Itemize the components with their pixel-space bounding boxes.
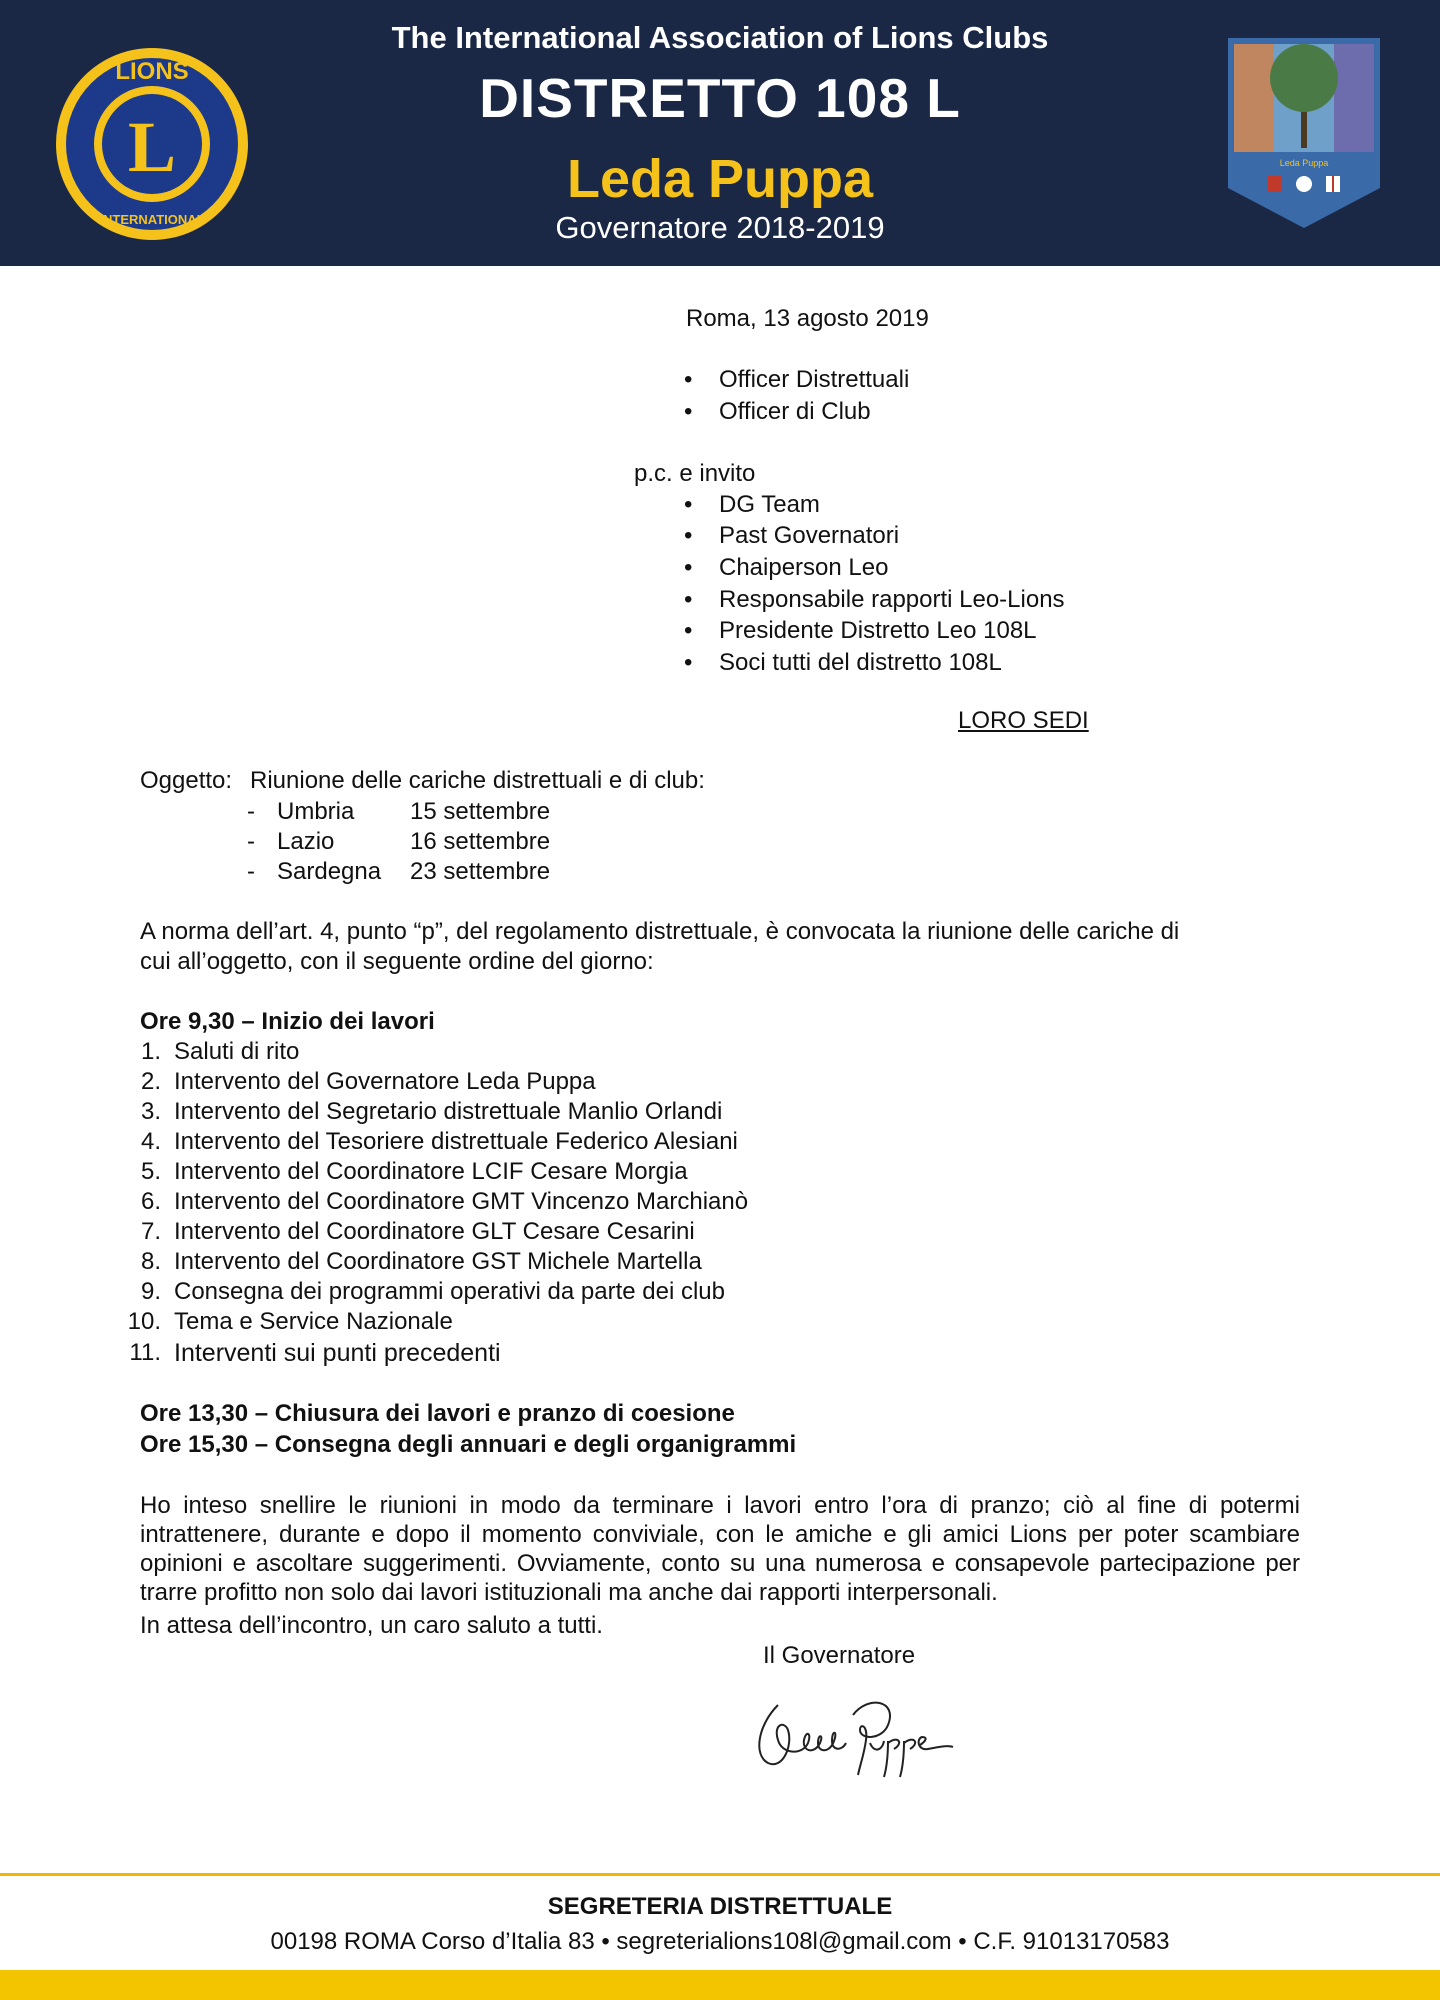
bullet: • (684, 586, 693, 613)
subject-place: Sardegna (277, 858, 382, 885)
list-item: Soci tutti del distretto 108L (719, 649, 1002, 676)
governor-name: Leda Puppa (566, 149, 874, 209)
agenda-item: Saluti di rito (174, 1038, 300, 1065)
list-item: Chaiperson Leo (719, 554, 889, 581)
subject-text: Riunione delle cariche distrettuali e di club: (250, 767, 705, 794)
agenda-item: Intervento del Coordinatore GMT Vincenzo Marchianò (174, 1188, 749, 1215)
body-paragraph: Ho inteso snellire le riunioni in modo da terminare i lavori entro l’ora di pranzo; ciò al fine di potermi intrattenere, durante e dopo il momento conviviale, con le amiche e gli amici Lions per poter scambiare opinioni e ascoltare suggerimenti. Ovviamente, conto su una numerosa e consapevole partecipazione per trarre profitto non solo dai lavori istituzionali ma anche dai rapporti interpersonali. (140, 1492, 1300, 1606)
association-name: The International Association of Lions Clubs (391, 20, 1049, 55)
item-number: 5. (140, 1158, 161, 1185)
item-number: 9. (140, 1278, 161, 1305)
loro-sedi: LORO SEDI (958, 707, 1089, 734)
item-number: 2. (140, 1068, 161, 1095)
bullet: • (684, 649, 693, 676)
district-pennant-image (1228, 38, 1380, 228)
agenda-item: Tema e Service Nazionale (174, 1308, 453, 1335)
footer-bar (0, 1970, 1440, 2000)
bullet: • (684, 522, 693, 549)
list-item: Officer di Club (719, 398, 871, 425)
agenda-item: Intervento del Coordinatore LCIF Cesare Morgia (174, 1158, 688, 1185)
cc-label: p.c. e invito (634, 460, 756, 487)
item-number: 7. (140, 1218, 161, 1245)
pennant-caption: Leda Puppa (1279, 158, 1329, 168)
logo-text-top: LIONS (115, 58, 189, 85)
svg-text:L: L (127, 107, 177, 187)
agenda-item: Intervento del Governatore Leda Puppa (174, 1068, 596, 1095)
footer-title: SEGRETERIA DISTRETTUALE (547, 1893, 893, 1920)
intro-line: A norma dell’art. 4, punto “p”, del regolamento distrettuale, è convocata la riunione delle cariche di (140, 918, 1180, 945)
intro-line: cui all’oggetto, con il seguente ordine del giorno: (140, 948, 654, 975)
footer-address: 00198 ROMA Corso d’Italia 83 • segreterialions108l@gmail.com • C.F. 91013170583 (270, 1928, 1170, 1955)
list-item: DG Team (719, 491, 820, 518)
dash: - (247, 828, 255, 855)
bullet: • (684, 398, 693, 425)
bullet: • (684, 617, 693, 644)
list-item: Presidente Distretto Leo 108L (719, 617, 1037, 644)
item-number: 8. (140, 1248, 161, 1275)
subject-place: Lazio (277, 828, 335, 855)
subject-date: 16 settembre (410, 828, 551, 855)
item-number: 6. (140, 1188, 161, 1215)
item-number: 11. (129, 1339, 161, 1366)
footer-divider (0, 1873, 1440, 1876)
bullet: • (684, 554, 693, 581)
agenda-item: Intervento del Segretario distrettuale Manlio Orlandi (174, 1098, 723, 1125)
closing-line: In attesa dell’incontro, un caro saluto a tutti. (140, 1612, 603, 1639)
list-item: Past Governatori (719, 522, 900, 549)
item-number: 4. (140, 1128, 161, 1155)
agenda-item: Intervento del Coordinatore GLT Cesare Cesarini (174, 1218, 695, 1245)
bullet: • (684, 366, 693, 393)
governor-role: Governatore 2018-2019 (555, 210, 885, 245)
district-name: DISTRETTO 108 L (479, 67, 961, 129)
sign-title: Il Governatore (763, 1642, 916, 1669)
item-number: 1. (140, 1038, 161, 1065)
list-item: Responsabile rapporti Leo-Lions (719, 586, 1065, 613)
dash: - (247, 798, 255, 825)
item-number: 10. (127, 1308, 161, 1335)
subject-label: Oggetto: (140, 767, 233, 794)
subject-place: Umbria (277, 798, 355, 825)
start-heading: Ore 9,30 – Inizio dei lavori (140, 1008, 435, 1035)
item-number: 3. (140, 1098, 161, 1125)
agenda-item: Consegna dei programmi operativi da parte dei club (174, 1278, 725, 1305)
handwritten-signature (748, 1685, 958, 1785)
logo-text-bottom: INTERNATIONAL (99, 212, 205, 227)
handover-heading: Ore 15,30 – Consegna degli annuari e degli organigrammi (140, 1431, 797, 1458)
subject-date: 15 settembre (410, 798, 551, 825)
agenda-item: Intervento del Coordinatore GST Michele Martella (174, 1248, 702, 1275)
bullet: • (684, 491, 693, 518)
subject-date: 23 settembre (410, 858, 551, 885)
agenda-item: Interventi sui punti precedenti (174, 1339, 501, 1367)
list-item: Officer Distrettuali (719, 366, 910, 393)
dash: - (247, 858, 255, 885)
letterhead-banner (0, 0, 1440, 266)
letter-date: Roma, 13 agosto 2019 (686, 305, 929, 332)
closing-heading: Ore 13,30 – Chiusura dei lavori e pranzo di coesione (140, 1400, 735, 1427)
agenda-item: Intervento del Tesoriere distrettuale Federico Alesiani (174, 1128, 738, 1155)
